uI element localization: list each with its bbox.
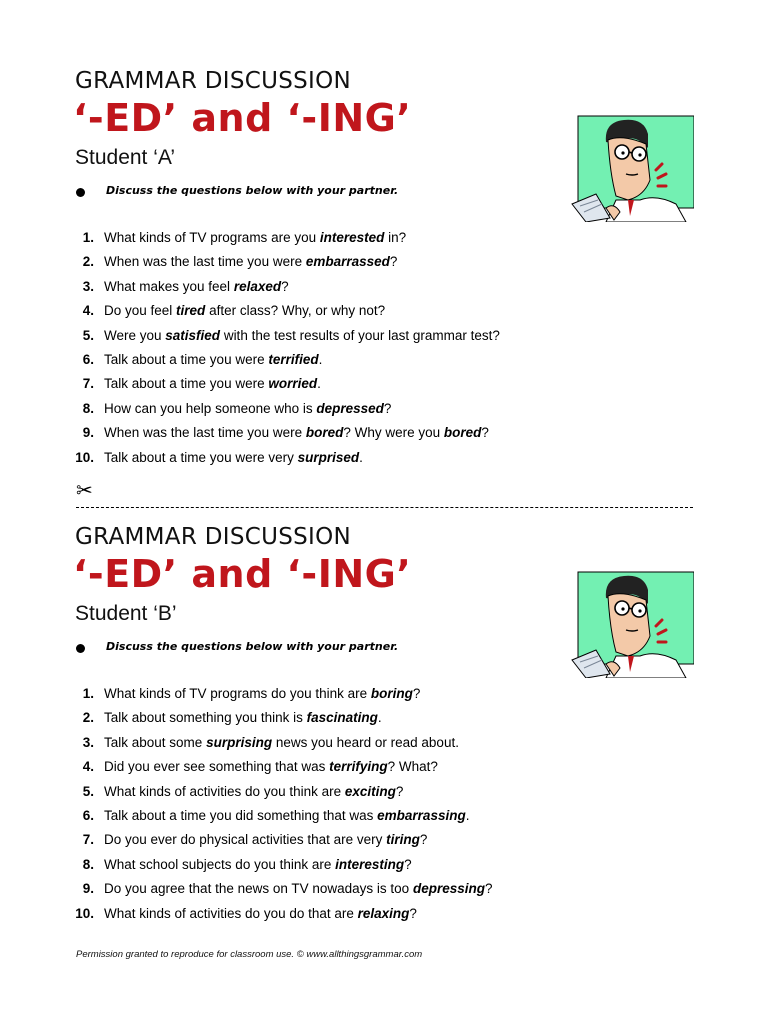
question-fragment: What kinds of activities do you do that are xyxy=(104,905,358,921)
header-title: GRAMMAR DISCUSSION xyxy=(75,68,351,94)
question-item xyxy=(70,352,590,376)
question-number: 2. xyxy=(82,254,94,270)
question-fragment: ? xyxy=(409,905,417,921)
emphasized-word: depressed xyxy=(316,400,384,416)
question-item xyxy=(70,303,590,327)
emphasized-word: interested xyxy=(319,230,385,245)
question-number: 1. xyxy=(82,686,94,701)
question-fragment: What kinds of TV programs are you xyxy=(104,230,320,245)
question-text xyxy=(104,328,500,343)
question-text xyxy=(104,303,385,318)
question-item xyxy=(70,230,590,254)
main-title: ‘-ED’ and ‘-ING’ xyxy=(73,96,412,140)
student-label: Student ‘A’ xyxy=(75,146,176,169)
question-item xyxy=(70,401,590,425)
question-item xyxy=(70,857,590,881)
emphasized-word: exciting xyxy=(344,783,396,799)
emphasized-word: satisfied xyxy=(165,327,221,343)
question-fragment: What kinds of activities do you think are xyxy=(104,783,345,799)
question-item xyxy=(70,450,590,474)
question-number: 4. xyxy=(82,759,94,775)
question-fragment: Were you xyxy=(104,327,166,343)
question-number: 3. xyxy=(82,734,94,750)
question-fragment: What makes you feel xyxy=(104,278,234,294)
student-label: Student ‘B’ xyxy=(75,602,177,625)
question-text xyxy=(104,279,289,294)
question-text xyxy=(104,759,438,774)
question-number: 9. xyxy=(82,425,94,441)
question-fragment: ? xyxy=(383,400,392,416)
question-text xyxy=(104,376,321,391)
question-number: 3. xyxy=(82,278,94,294)
question-fragment: How can you help someone who is xyxy=(104,400,317,416)
question-item xyxy=(70,376,590,400)
emphasized-word: tired xyxy=(176,303,206,319)
question-text xyxy=(104,450,363,465)
question-fragment: ? xyxy=(484,881,493,897)
question-fragment: ? xyxy=(404,856,412,872)
question-item xyxy=(70,425,590,449)
emphasized-word: interesting xyxy=(335,856,405,872)
question-text xyxy=(104,881,493,896)
emphasized-word: embarrassing xyxy=(377,807,466,823)
question-fragment: news you heard or read about. xyxy=(272,734,459,750)
emphasized-word: terrifying xyxy=(329,759,388,775)
question-fragment: Do you agree that the news on TV nowadays is too xyxy=(104,881,413,897)
question-text xyxy=(104,686,420,701)
man-reading-illustration-icon xyxy=(566,104,694,222)
emphasized-word: fascinating xyxy=(306,710,378,726)
question-fragment: after class? Why, or why not? xyxy=(205,303,386,319)
question-item xyxy=(70,808,590,832)
question-number: 10. xyxy=(75,905,94,921)
question-fragment: . xyxy=(377,710,382,726)
question-fragment: ? xyxy=(481,425,489,441)
question-item xyxy=(70,710,590,734)
question-item xyxy=(70,881,590,905)
emphasized-word: bored xyxy=(305,425,344,441)
bullet-icon xyxy=(76,188,85,197)
question-item xyxy=(70,328,590,352)
question-fragment: ? Why were you xyxy=(343,425,444,441)
man-reading-illustration-icon xyxy=(566,560,694,678)
question-fragment: Talk about a time you were very xyxy=(104,449,298,465)
question-fragment: with the test results of your last grammar test? xyxy=(220,327,500,343)
question-fragment: ? xyxy=(395,783,404,799)
question-fragment: ? xyxy=(389,254,398,270)
question-fragment: in? xyxy=(384,230,407,245)
question-fragment: ? xyxy=(412,686,421,701)
question-item xyxy=(70,279,590,303)
header-title: GRAMMAR DISCUSSION xyxy=(75,524,351,550)
question-number: 1. xyxy=(82,230,94,245)
question-text xyxy=(104,784,403,799)
question-fragment: Do you feel xyxy=(104,303,177,319)
question-fragment: ? xyxy=(281,278,289,294)
cut-line xyxy=(76,478,696,518)
question-text xyxy=(104,857,412,872)
question-number: 5. xyxy=(82,327,94,343)
question-number: 7. xyxy=(82,376,94,392)
question-item xyxy=(70,906,590,930)
question-fragment: Talk about a time you were xyxy=(104,376,269,392)
question-item xyxy=(70,686,590,710)
question-number: 8. xyxy=(82,400,94,416)
question-number: 5. xyxy=(82,783,94,799)
question-fragment: Talk about a time you did something that was xyxy=(104,807,378,823)
question-text xyxy=(104,230,406,245)
question-number: 9. xyxy=(82,881,94,897)
question-text xyxy=(104,906,417,921)
question-fragment: Talk about some xyxy=(104,734,207,750)
emphasized-word: depressing xyxy=(412,881,485,897)
question-fragment: . xyxy=(465,807,470,823)
question-number: 10. xyxy=(75,449,94,465)
question-fragment: Do you ever do physical activities that are very xyxy=(104,832,387,848)
emphasized-word: relaxing xyxy=(357,905,410,921)
question-text xyxy=(104,832,427,847)
emphasized-word: embarrassed xyxy=(305,254,390,270)
question-fragment: Talk about something you think is xyxy=(104,710,307,726)
question-item xyxy=(70,735,590,759)
question-item xyxy=(70,254,590,278)
question-fragment: Did you ever see something that was xyxy=(104,759,330,775)
question-number: 4. xyxy=(82,303,94,319)
question-number: 2. xyxy=(82,710,94,726)
emphasized-word: surprising xyxy=(206,734,273,750)
question-fragment: . xyxy=(317,376,321,392)
question-text xyxy=(104,425,489,440)
question-fragment: . xyxy=(359,449,363,465)
emphasized-word: boring xyxy=(370,686,413,701)
question-text xyxy=(104,352,322,367)
question-item xyxy=(70,784,590,808)
question-text xyxy=(104,710,382,725)
question-fragment: ? What? xyxy=(387,759,438,775)
instruction-text: Discuss the questions below with your partner. xyxy=(106,640,399,653)
question-fragment: When was the last time you were xyxy=(104,425,306,441)
question-fragment: . xyxy=(318,351,323,367)
emphasized-word: terrified xyxy=(268,351,319,367)
question-number: 6. xyxy=(82,807,94,823)
question-text xyxy=(104,254,397,269)
question-fragment: What kinds of TV programs do you think are xyxy=(104,686,371,701)
bullet-icon xyxy=(76,644,85,653)
question-fragment: ? xyxy=(419,832,428,848)
footer-permission: Permission granted to reproduce for classroom use. © www.allthingsgrammar.com xyxy=(76,949,423,960)
question-number: 8. xyxy=(82,856,94,872)
main-title: ‘-ED’ and ‘-ING’ xyxy=(73,552,412,596)
question-fragment: When was the last time you were xyxy=(104,254,306,270)
emphasized-word: bored xyxy=(443,425,482,441)
question-number: 7. xyxy=(82,832,94,848)
question-text xyxy=(104,735,459,750)
question-text xyxy=(104,808,469,823)
scissors-icon: ✂ xyxy=(76,480,93,502)
question-fragment: What school subjects do you think are xyxy=(104,856,336,872)
question-list xyxy=(70,230,590,474)
emphasized-word: surprised xyxy=(297,449,360,465)
question-item xyxy=(70,759,590,783)
dashed-divider xyxy=(76,507,693,508)
emphasized-word: relaxed xyxy=(233,278,282,294)
emphasized-word: tiring xyxy=(386,832,420,848)
question-fragment: Talk about a time you were xyxy=(104,351,269,367)
question-item xyxy=(70,832,590,856)
question-number: 6. xyxy=(82,351,94,367)
question-list xyxy=(70,686,590,930)
question-text xyxy=(104,401,391,416)
instruction-text: Discuss the questions below with your partner. xyxy=(106,184,399,197)
emphasized-word: worried xyxy=(268,376,318,392)
